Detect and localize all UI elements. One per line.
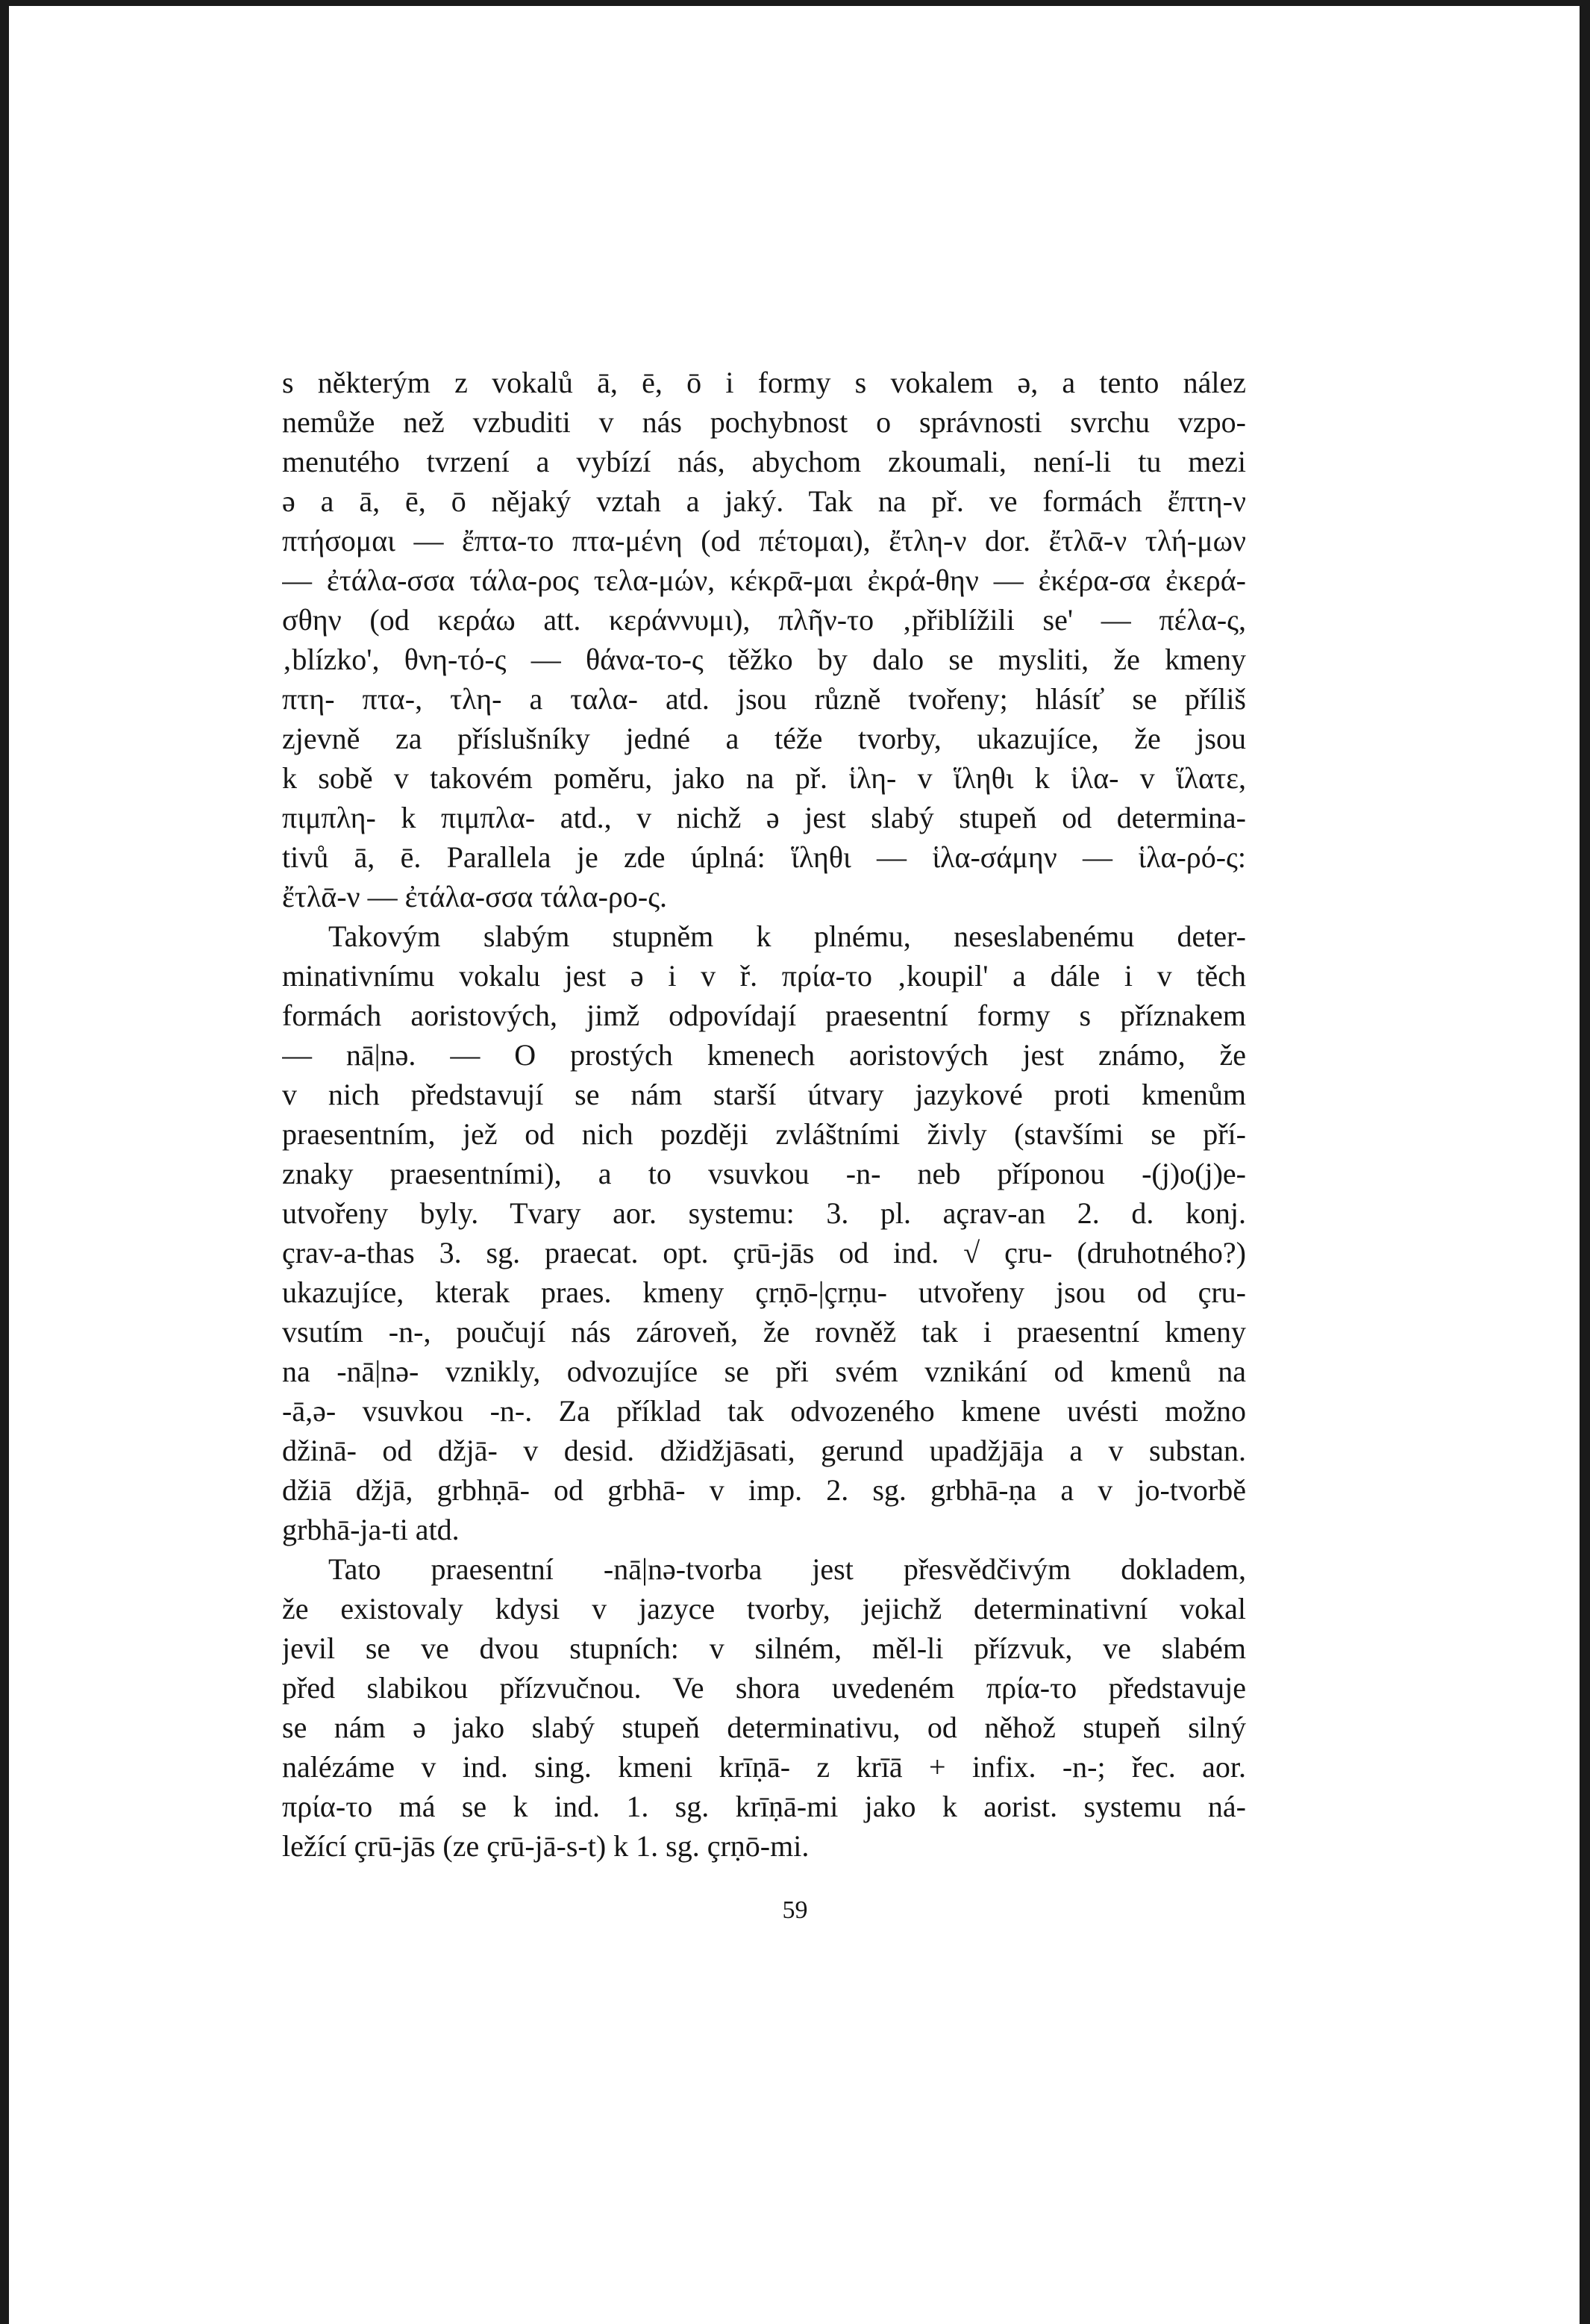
- text-line: praesentním, jež od nich později zvláštními živly (stavšími se pří-: [282, 1117, 1246, 1151]
- text-line: ukazujíce, kterak praes. kmeny çrṇō-|çrṇu- utvořeny jsou od çru-: [282, 1275, 1246, 1309]
- text-line: πρία-το má se k ind. 1. sg. krīṇā-mi jako k aorist. systemu ná-: [282, 1790, 1246, 1823]
- text-line: σθην (od κεράω att. κεράννυμι), πλῆν-το ‚přiblížili se' — πέλα-ς,: [282, 603, 1246, 637]
- paragraph-start: Tato praesentní -nā|nə-tvorba jest přesvědčivým dokladem,: [328, 1552, 1246, 1586]
- text-line: πιμπλη- k πιμπλα- atd., v nichž ə jest slabý stupeň od determina-: [282, 801, 1246, 834]
- text-line: πτη- πτα-, τλη- a ταλα- atd. jsou různě tvořeny; hlásíť se příliš: [282, 682, 1246, 716]
- text-line: menutého tvrzení a vybízí nás, abychom zkoumali, není-li tu mezi: [282, 445, 1246, 478]
- text-line: ‚blízko', θνη-τό-ς — θάνα-το-ς těžko by dalo se mysliti, že kmeny: [282, 643, 1246, 676]
- text-line: zjevně za příslušníky jedné a téže tvorby, ukazujíce, že jsou: [282, 722, 1246, 755]
- text-line: k sobě v takovém poměru, jako na př. ἱλη- v ἵληθι k ἱλα- v ἵλατε,: [282, 761, 1246, 795]
- text-line: ležící çrū-jās (ze çrū-jā-s-t) k 1. sg. çrṇō-mi.: [282, 1829, 810, 1863]
- text-line: džiā džjā, grbhṇā- od grbhā- v imp. 2. sg. grbhā-ṇa a v jo-tvorbě: [282, 1473, 1246, 1507]
- text-line: πτήσομαι — ἔπτα-το πτα-μένη (od πέτομαι), ἔτλη-ν dor. ἔτλᾱ-ν τλή-μων: [282, 524, 1246, 557]
- text-line: jevil se ve dvou stupních: v silném, měl-li přízvuk, ve slabém: [282, 1631, 1246, 1665]
- scan-edge-right: [1580, 0, 1590, 2324]
- text-line: minativnímu vokalu jest ə i v ř. πρία-το ‚koupil' a dále i v těch: [282, 959, 1246, 993]
- paragraph-start: Takovým slabým stupněm k plnému, neseslabenému deter-: [328, 919, 1246, 953]
- text-line: ἔτλᾱ-ν — ἐτάλα-σσα τάλα-ρο-ς.: [282, 880, 668, 913]
- text-line: džinā- od džjā- v desid. džidžjāsati, gerund upadžjāja a v substan.: [282, 1434, 1246, 1467]
- text-line: — nā|nə. — O prostých kmenech aoristových jest známo, že: [282, 1038, 1246, 1072]
- text-line: před slabikou přízvučnou. Ve shora uvedeném πρία-το představuje: [282, 1671, 1246, 1705]
- page-number: 59: [782, 1896, 808, 1924]
- text-line: v nich představují se nám starší útvary jazykové proti kmenům: [282, 1078, 1246, 1111]
- scan-edge-left: [0, 0, 9, 2324]
- text-line: znaky praesentními), a to vsuvkou -n- neb příponou -(j)o(j)e-: [282, 1157, 1246, 1190]
- text-line: formách aoristových, jimž odpovídají praesentní formy s příznakem: [282, 999, 1246, 1032]
- text-line: se nám ə jako slabý stupeň determinativu, od něhož stupeň silný: [282, 1711, 1246, 1744]
- scan-edge-top: [0, 0, 1590, 6]
- text-line: tivů ā, ē. Parallela je zde úplná: ἵληθι — ἱλα-σάμην — ἱλα-ρό-ς:: [282, 840, 1246, 874]
- text-line: utvořeny byly. Tvary aor. systemu: 3. pl. açrav-an 2. d. konj.: [282, 1196, 1246, 1230]
- text-line: çrav-a-thas 3. sg. praecat. opt. çrū-jās od ind. √ çru- (druhotného?): [282, 1236, 1246, 1269]
- text-line: — ἐτάλα-σσα τάλα-ρος τελα-μών, κέκρᾱ-μαι ἐκρά-θην — ἐκέρα-σα ἐκερά-: [282, 563, 1246, 597]
- text-line: grbhā-ja-ti atd.: [282, 1513, 460, 1546]
- text-line: nemůže než vzbuditi v nás pochybnost o správnosti svrchu vzpo-: [282, 405, 1246, 439]
- text-line: nalézáme v ind. sing. kmeni krīṇā- z krīā + infix. -n-; řec. aor.: [282, 1750, 1246, 1784]
- text-line: že existovaly kdysi v jazyce tvorby, jejichž determinativní vokal: [282, 1592, 1246, 1625]
- text-line: -ā,ə- vsuvkou -n-. Za příklad tak odvozeného kmene uvésti možno: [282, 1394, 1246, 1428]
- text-line: ə a ā, ē, ō nějaký vztah a jaký. Tak na př. ve formách ἔπτη-ν: [282, 484, 1246, 518]
- text-line: s některým z vokalů ā, ē, ō i formy s vokalem ə, a tento nález: [282, 366, 1246, 399]
- page-body: [282, 363, 1246, 1866]
- text-line: na -nā|nə- vznikly, odvozujíce se při svém vznikání od kmenů na: [282, 1355, 1246, 1388]
- text-line: vsutím -n-, poučují nás zároveň, že rovněž tak i praesentní kmeny: [282, 1315, 1246, 1349]
